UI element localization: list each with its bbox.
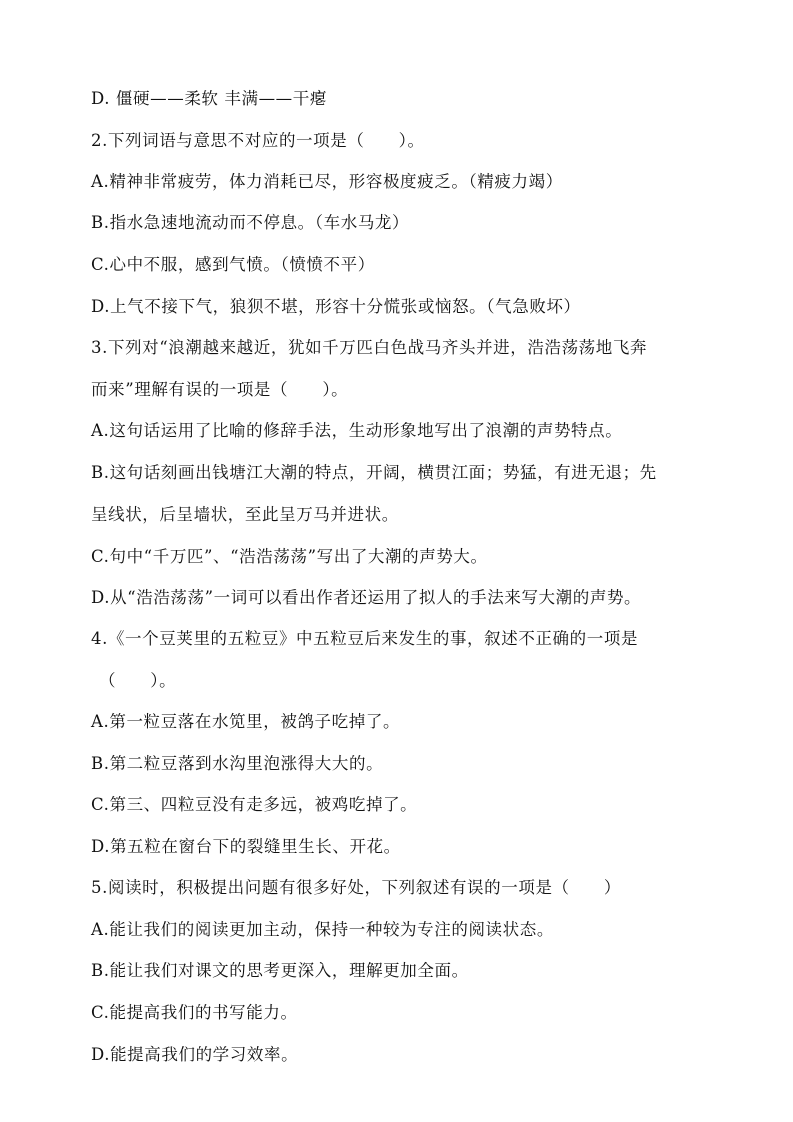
q5-option-a: A.能让我们的阅读更加主动，保持一种较为专注的阅读状态。 xyxy=(91,920,554,939)
q3-stem-line-2: 而来”理解有误的一项是（ ）。 xyxy=(91,380,349,399)
q2-option-b: B.指水急速地流动而不停息。（车水马龙） xyxy=(91,213,410,232)
q5-option-d: D.能提高我们的学习效率。 xyxy=(91,1045,299,1064)
q5-option-c: C.能提高我们的书写能力。 xyxy=(91,1003,298,1022)
q5-stem: 5.阅读时，积极提出问题有很多好处，下列叙述有误的一项是（ ） xyxy=(91,878,621,897)
q3-option-d: D.从“浩浩荡荡”一词可以看出作者还运用了拟人的手法来写大潮的声势。 xyxy=(91,588,642,607)
q2-option-a: A.精神非常疲劳，体力消耗已尽，形容极度疲乏。（精疲力竭） xyxy=(91,172,563,191)
q3-option-a: A.这句话运用了比喻的修辞手法，生动形象地写出了浪潮的声势特点。 xyxy=(91,421,623,440)
q4-option-b: B.第二粒豆落到水沟里泡涨得大大的。 xyxy=(91,754,384,773)
q2-option-c: C.心中不服，感到气愤。（愤愤不平） xyxy=(91,255,375,274)
q5-option-b: B.能让我们对课文的思考更深入，理解更加全面。 xyxy=(91,961,469,980)
q4-option-d: D.第五粒在窗台下的裂缝里生长、开花。 xyxy=(91,837,401,856)
q2-stem: 2.下列词语与意思不对应的一项是（ ）。 xyxy=(91,131,425,150)
q4-stem-line-2: （ ）。 xyxy=(99,671,177,690)
q4-option-a: A.第一粒豆落在水笕里，被鸽子吃掉了。 xyxy=(91,712,401,731)
q3-option-b-line-2: 呈线状，后呈墙状，至此呈万马并进状。 xyxy=(91,505,399,524)
q2-option-d: D.上气不接下气，狼狈不堪，形容十分慌张或恼怒。（气急败坏） xyxy=(91,297,581,316)
q3-stem-line-1: 3.下列对“浪潮越来越近，犹如千万匹白色战马齐头并进，浩浩荡荡地飞奔 xyxy=(91,338,648,357)
q4-stem-line-1: 4.《一个豆荚里的五粒豆》中五粒豆后来发生的事，叙述不正确的一项是 xyxy=(91,629,639,648)
q4-option-c: C.第三、四粒豆没有走多远，被鸡吃掉了。 xyxy=(91,795,418,814)
q1-option-d: D. 僵硬——柔软 丰满——干瘪 xyxy=(91,89,327,108)
q3-option-b-line-1: B.这句话刻画出钱塘江大潮的特点，开阔，横贯江面；势猛，有进无退；先 xyxy=(91,463,657,482)
q3-option-c: C.句中“千万匹”、“浩浩荡荡”写出了大潮的声势大。 xyxy=(91,547,488,566)
